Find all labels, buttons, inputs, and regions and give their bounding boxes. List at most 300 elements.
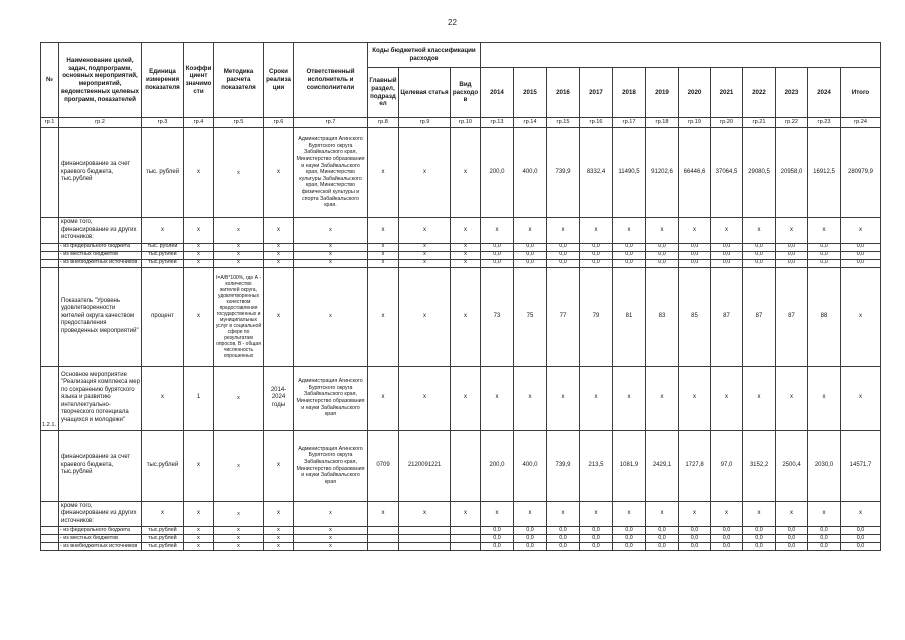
cell-method: x (214, 543, 264, 551)
cell-coef: x (184, 243, 214, 251)
cell-value: 400,0 (514, 128, 547, 218)
cell-term: x (264, 527, 294, 535)
cell-value: 0,0 (808, 527, 841, 535)
column-index: гр.7 (294, 118, 368, 128)
cell-value: 0,0 (514, 251, 547, 259)
cell-value: 0,0 (808, 535, 841, 543)
cell-value: x (580, 501, 613, 527)
cell-name: - из внебюджетных источников (59, 543, 142, 551)
cell-code1 (368, 527, 399, 535)
cell-unit: x (142, 501, 184, 527)
table-header (41, 43, 881, 128)
cell-code1: x (368, 366, 399, 430)
cell-value: 16912,5 (808, 128, 841, 218)
cell-num (41, 259, 59, 267)
table-row (41, 251, 881, 259)
cell-value: x (481, 501, 514, 527)
cell-value: x (547, 218, 580, 244)
cell-value: x (743, 501, 776, 527)
cell-name: кроме того, финансирование из других источников: (59, 501, 142, 527)
cell-code1: x (368, 243, 399, 251)
cell-code1: x (368, 128, 399, 218)
cell-value: 400,0 (514, 430, 547, 501)
cell-value: 0,0 (776, 243, 808, 251)
cell-value: 87 (711, 267, 743, 366)
cell-value: 2030,0 (808, 430, 841, 501)
cell-unit: тыс.рублей (142, 535, 184, 543)
cell-value: x (711, 501, 743, 527)
cell-code3 (451, 543, 481, 551)
cell-value: 739,9 (547, 128, 580, 218)
cell-value: x (613, 501, 646, 527)
cell-value: 0,0 (547, 543, 580, 551)
cell-name: - из местных бюджетов (59, 535, 142, 543)
cell-term: 2014-2024 годы (264, 366, 294, 430)
cell-value: x (711, 366, 743, 430)
cell-num (41, 527, 59, 535)
cell-unit: тыс. рублей (142, 128, 184, 218)
cell-name: финансирование за счет краевого бюджета, тыс.рублей (59, 430, 142, 501)
cell-value: x (743, 218, 776, 244)
cell-value: 0,0 (711, 251, 743, 259)
cell-value: 0,0 (514, 543, 547, 551)
cell-value: 0,0 (481, 543, 514, 551)
cell-value: 0,0 (646, 251, 679, 259)
table-row (41, 535, 881, 543)
cell-value: 75 (514, 267, 547, 366)
cell-total: 0,0 (841, 259, 881, 267)
column-index: гр.17 (613, 118, 646, 128)
cell-code1 (368, 543, 399, 551)
cell-resp: Администрация Агинского Бурятского округа Забайкальского края, Министерство образования и науки Забайкальского края, Министерство культуры Забайкальского края, Министерство физической культуры и спорта Забайкальского края. (294, 128, 368, 218)
column-index: гр.10 (451, 118, 481, 128)
cell-coef: x (184, 501, 214, 527)
year-header: 2019 (646, 68, 679, 118)
cell-value: 87 (776, 267, 808, 366)
cell-num (41, 501, 59, 527)
cell-value: 0,0 (613, 527, 646, 535)
cell-num (41, 267, 59, 366)
year-header: 2024 (808, 68, 841, 118)
cell-term: x (264, 267, 294, 366)
cell-unit: x (142, 366, 184, 430)
cell-method: x (214, 128, 264, 218)
cell-value: x (547, 366, 580, 430)
cell-method: x (214, 527, 264, 535)
table-body (41, 128, 881, 551)
cell-total: 0,0 (841, 543, 881, 551)
cell-value: 91202,6 (646, 128, 679, 218)
cell-value: 0,0 (808, 543, 841, 551)
cell-term: x (264, 543, 294, 551)
cell-method: x (214, 243, 264, 251)
cell-term: x (264, 218, 294, 244)
cell-value: 20958,0 (776, 128, 808, 218)
cell-resp: x (294, 218, 368, 244)
cell-value: 0,0 (613, 259, 646, 267)
column-index: гр.24 (841, 118, 881, 128)
cell-value: 0,0 (776, 251, 808, 259)
cell-value: 1081,9 (613, 430, 646, 501)
table-row (41, 267, 881, 366)
cell-value: 97,0 (711, 430, 743, 501)
cell-unit: тыс.рублей (142, 543, 184, 551)
cell-value: 0,0 (547, 251, 580, 259)
cell-value: 0,0 (613, 535, 646, 543)
cell-method: x (214, 535, 264, 543)
cell-value: 0,0 (711, 527, 743, 535)
cell-value: 0,0 (613, 251, 646, 259)
cell-value: 2429,1 (646, 430, 679, 501)
cell-value: 0,0 (481, 259, 514, 267)
cell-value: x (613, 366, 646, 430)
cell-coef: x (184, 527, 214, 535)
cell-unit: тыс.рублей (142, 430, 184, 501)
cell-code3: x (451, 128, 481, 218)
column-index: гр.21 (743, 118, 776, 128)
cell-value: 0,0 (679, 535, 711, 543)
cell-value: x (808, 366, 841, 430)
cell-value: 37064,5 (711, 128, 743, 218)
cell-value: 66446,6 (679, 128, 711, 218)
cell-total: x (841, 501, 881, 527)
cell-name: - из федерального бюджета (59, 527, 142, 535)
column-index: гр.1 (41, 118, 59, 128)
cell-name: - из внебюджетных источников (59, 259, 142, 267)
cell-value: 29080,5 (743, 128, 776, 218)
cell-value: 0,0 (481, 535, 514, 543)
cell-value: 0,0 (711, 259, 743, 267)
cell-coef: x (184, 218, 214, 244)
cell-code2: x (399, 128, 451, 218)
cell-value: x (481, 218, 514, 244)
cell-num (41, 535, 59, 543)
cell-value: 0,0 (808, 251, 841, 259)
cell-value: 77 (547, 267, 580, 366)
cell-code3: x (451, 366, 481, 430)
cell-value: 88 (808, 267, 841, 366)
table-row (41, 527, 881, 535)
column-index: гр.6 (264, 118, 294, 128)
cell-resp: Администрация Агинского Бурятского округа Забайкальского края, Министерство образования и науки Забайкальского края (294, 430, 368, 501)
col-header-name: Наименование целей, задач, подпрограмм, основных мероприятий, мероприятий, ведомственных целевых программ, показателей (59, 43, 142, 118)
cell-name: - из федерального бюджета (59, 243, 142, 251)
col-header-term: Сроки реализации (264, 43, 294, 118)
column-index: гр.9 (399, 118, 451, 128)
cell-value: 0,0 (679, 527, 711, 535)
cell-num (41, 543, 59, 551)
cell-value: x (481, 366, 514, 430)
cell-code3: x (451, 218, 481, 244)
cell-value: 0,0 (646, 243, 679, 251)
cell-resp: x (294, 527, 368, 535)
cell-value: 0,0 (514, 259, 547, 267)
cell-value: 0,0 (743, 535, 776, 543)
table-row (41, 243, 881, 251)
cell-value: 0,0 (580, 527, 613, 535)
cell-code3: x (451, 267, 481, 366)
cell-name: - из местных бюджетов (59, 251, 142, 259)
cell-value: 0,0 (646, 259, 679, 267)
cell-term: x (264, 535, 294, 543)
cell-method: x (214, 501, 264, 527)
cell-value: 79 (580, 267, 613, 366)
cell-value: 0,0 (580, 535, 613, 543)
header-empty-area (481, 43, 881, 68)
cell-value: 8332,4 (580, 128, 613, 218)
cell-resp: x (294, 259, 368, 267)
cell-value: 0,0 (547, 259, 580, 267)
cell-code2: 2120091221 (399, 430, 451, 501)
cell-value: 0,0 (776, 527, 808, 535)
cell-value: 0,0 (776, 535, 808, 543)
cell-resp: x (294, 243, 368, 251)
cell-resp: x (294, 267, 368, 366)
cell-num (41, 218, 59, 244)
cell-value: 0,0 (679, 251, 711, 259)
cell-resp: x (294, 251, 368, 259)
cell-num (41, 251, 59, 259)
cell-code2: x (399, 501, 451, 527)
year-header: 2018 (613, 68, 646, 118)
cell-name: Основное мероприятие "Реализация комплекса мер по сохранению бурятского языка и развитию интеллектуально-творческого потенциала учащихся и молодежи" (59, 366, 142, 430)
cell-value: 0,0 (646, 527, 679, 535)
cell-value: x (808, 218, 841, 244)
cell-method: x (214, 430, 264, 501)
cell-value: x (580, 366, 613, 430)
cell-unit: x (142, 218, 184, 244)
table-row (41, 218, 881, 244)
cell-term: x (264, 259, 294, 267)
column-index: гр.13 (481, 118, 514, 128)
column-index: гр.8 (368, 118, 399, 128)
cell-value: 81 (613, 267, 646, 366)
cell-value: x (776, 366, 808, 430)
cell-coef: x (184, 267, 214, 366)
cell-value: 73 (481, 267, 514, 366)
cell-unit: тыс. рублей (142, 243, 184, 251)
cell-value: 200,0 (481, 430, 514, 501)
cell-total: 280979,9 (841, 128, 881, 218)
col-header-num: № (41, 43, 59, 118)
year-header: 2020 (679, 68, 711, 118)
cell-code3 (451, 535, 481, 543)
cell-code1: x (368, 251, 399, 259)
cell-code2 (399, 535, 451, 543)
cell-name: Показатель "Уровень удовлетворенности жителей округа качеством предоставления проведенных мероприятий" (59, 267, 142, 366)
cell-value: x (679, 501, 711, 527)
cell-code1: 0709 (368, 430, 399, 501)
column-index-row (41, 118, 881, 128)
cell-code3: x (451, 243, 481, 251)
cell-unit: тыс.рублей (142, 251, 184, 259)
cell-value: x (514, 366, 547, 430)
col-header-total: Итого (841, 68, 881, 118)
column-index: гр.20 (711, 118, 743, 128)
col-header-budget-codes: Коды бюджетной классификации расходов (368, 43, 481, 68)
cell-value: 0,0 (776, 543, 808, 551)
cell-total: x (841, 267, 881, 366)
column-index: гр.2 (59, 118, 142, 128)
year-header: 2014 (481, 68, 514, 118)
cell-value: 0,0 (711, 535, 743, 543)
cell-coef: x (184, 259, 214, 267)
column-index: гр.22 (776, 118, 808, 128)
column-index: гр.15 (547, 118, 580, 128)
cell-value: 0,0 (743, 543, 776, 551)
cell-value: x (646, 501, 679, 527)
cell-coef: x (184, 430, 214, 501)
cell-code1: x (368, 267, 399, 366)
cell-code2: x (399, 251, 451, 259)
cell-num (41, 128, 59, 218)
cell-value: x (808, 501, 841, 527)
cell-value: 739,9 (547, 430, 580, 501)
cell-value: 0,0 (580, 251, 613, 259)
col-header-coef: Коэффициент значимости (184, 43, 214, 118)
cell-coef: x (184, 535, 214, 543)
cell-value: 1727,8 (679, 430, 711, 501)
year-header: 2017 (580, 68, 613, 118)
table-row (41, 430, 881, 501)
cell-value: 0,0 (547, 243, 580, 251)
column-index: гр.4 (184, 118, 214, 128)
cell-code2: x (399, 267, 451, 366)
cell-value: 0,0 (743, 251, 776, 259)
cell-coef: x (184, 251, 214, 259)
cell-unit: процент (142, 267, 184, 366)
cell-code3: x (451, 501, 481, 527)
cell-value: 0,0 (580, 243, 613, 251)
cell-value: 0,0 (580, 543, 613, 551)
cell-unit: тыс.рублей (142, 527, 184, 535)
cell-value: 0,0 (514, 243, 547, 251)
cell-code2 (399, 527, 451, 535)
cell-value: 2500,4 (776, 430, 808, 501)
cell-value: 0,0 (679, 259, 711, 267)
cell-value: 0,0 (613, 243, 646, 251)
cell-value: x (679, 366, 711, 430)
cell-value: x (711, 218, 743, 244)
cell-value: x (547, 501, 580, 527)
table-row (41, 259, 881, 267)
cell-value: 0,0 (776, 259, 808, 267)
cell-value: 3152,2 (743, 430, 776, 501)
col-header-expense-type: Вид расходов (451, 68, 481, 118)
column-index: гр.16 (580, 118, 613, 128)
cell-total: 0,0 (841, 243, 881, 251)
cell-value: x (580, 218, 613, 244)
cell-coef: 1 (184, 366, 214, 430)
year-header: 2015 (514, 68, 547, 118)
table-row (41, 543, 881, 551)
column-index: гр.5 (214, 118, 264, 128)
cell-num: 1.2.1. (41, 366, 59, 430)
col-header-responsible: Ответственный исполнитель и соисполнители (294, 43, 368, 118)
cell-value: 0,0 (743, 527, 776, 535)
cell-code2 (399, 543, 451, 551)
col-header-method: Методика расчета показателя (214, 43, 264, 118)
cell-value: 0,0 (646, 543, 679, 551)
cell-term: x (264, 501, 294, 527)
cell-name: кроме того, финансирование из других источников: (59, 218, 142, 244)
cell-code1 (368, 535, 399, 543)
cell-value: 213,5 (580, 430, 613, 501)
cell-total: x (841, 366, 881, 430)
cell-unit: тыс.рублей (142, 259, 184, 267)
cell-method: x (214, 366, 264, 430)
cell-code1: x (368, 501, 399, 527)
cell-num (41, 243, 59, 251)
cell-value: x (776, 218, 808, 244)
cell-resp: x (294, 535, 368, 543)
cell-value: x (613, 218, 646, 244)
cell-value: 0,0 (547, 535, 580, 543)
cell-value: x (646, 218, 679, 244)
cell-value: 0,0 (679, 243, 711, 251)
cell-code1: x (368, 259, 399, 267)
page-number: 22 (448, 18, 457, 27)
table-row (41, 501, 881, 527)
cell-value: 0,0 (613, 543, 646, 551)
cell-code3 (451, 430, 481, 501)
program-indicators-table (40, 42, 881, 551)
cell-value: x (679, 218, 711, 244)
year-header: 2021 (711, 68, 743, 118)
cell-total: x (841, 218, 881, 244)
cell-value: 0,0 (743, 259, 776, 267)
cell-code1: x (368, 218, 399, 244)
cell-code2: x (399, 366, 451, 430)
cell-value: 0,0 (547, 527, 580, 535)
cell-value: x (776, 501, 808, 527)
cell-value: x (514, 218, 547, 244)
cell-term: x (264, 243, 294, 251)
cell-value: 0,0 (646, 535, 679, 543)
cell-method: x (214, 251, 264, 259)
cell-value: 0,0 (679, 543, 711, 551)
cell-value: x (646, 366, 679, 430)
cell-value: 0,0 (514, 527, 547, 535)
col-header-section-code: Главный раздел, подраздел (368, 68, 399, 118)
cell-coef: x (184, 543, 214, 551)
cell-value: 11490,5 (613, 128, 646, 218)
cell-method: x (214, 218, 264, 244)
cell-code2: x (399, 218, 451, 244)
column-index: гр.14 (514, 118, 547, 128)
cell-value: 0,0 (711, 543, 743, 551)
cell-value: x (514, 501, 547, 527)
cell-num (41, 430, 59, 501)
cell-method: x (214, 259, 264, 267)
cell-code3: x (451, 251, 481, 259)
cell-value: 0,0 (808, 259, 841, 267)
cell-value: 0,0 (481, 527, 514, 535)
cell-coef: x (184, 128, 214, 218)
cell-total: 0,0 (841, 535, 881, 543)
column-index: гр.18 (646, 118, 679, 128)
cell-code3 (451, 527, 481, 535)
cell-code2: x (399, 259, 451, 267)
cell-term: x (264, 128, 294, 218)
year-header: 2022 (743, 68, 776, 118)
table-row (41, 128, 881, 218)
cell-value: 0,0 (514, 535, 547, 543)
cell-resp: x (294, 501, 368, 527)
year-header: 2016 (547, 68, 580, 118)
cell-value: 87 (743, 267, 776, 366)
cell-value: 85 (679, 267, 711, 366)
